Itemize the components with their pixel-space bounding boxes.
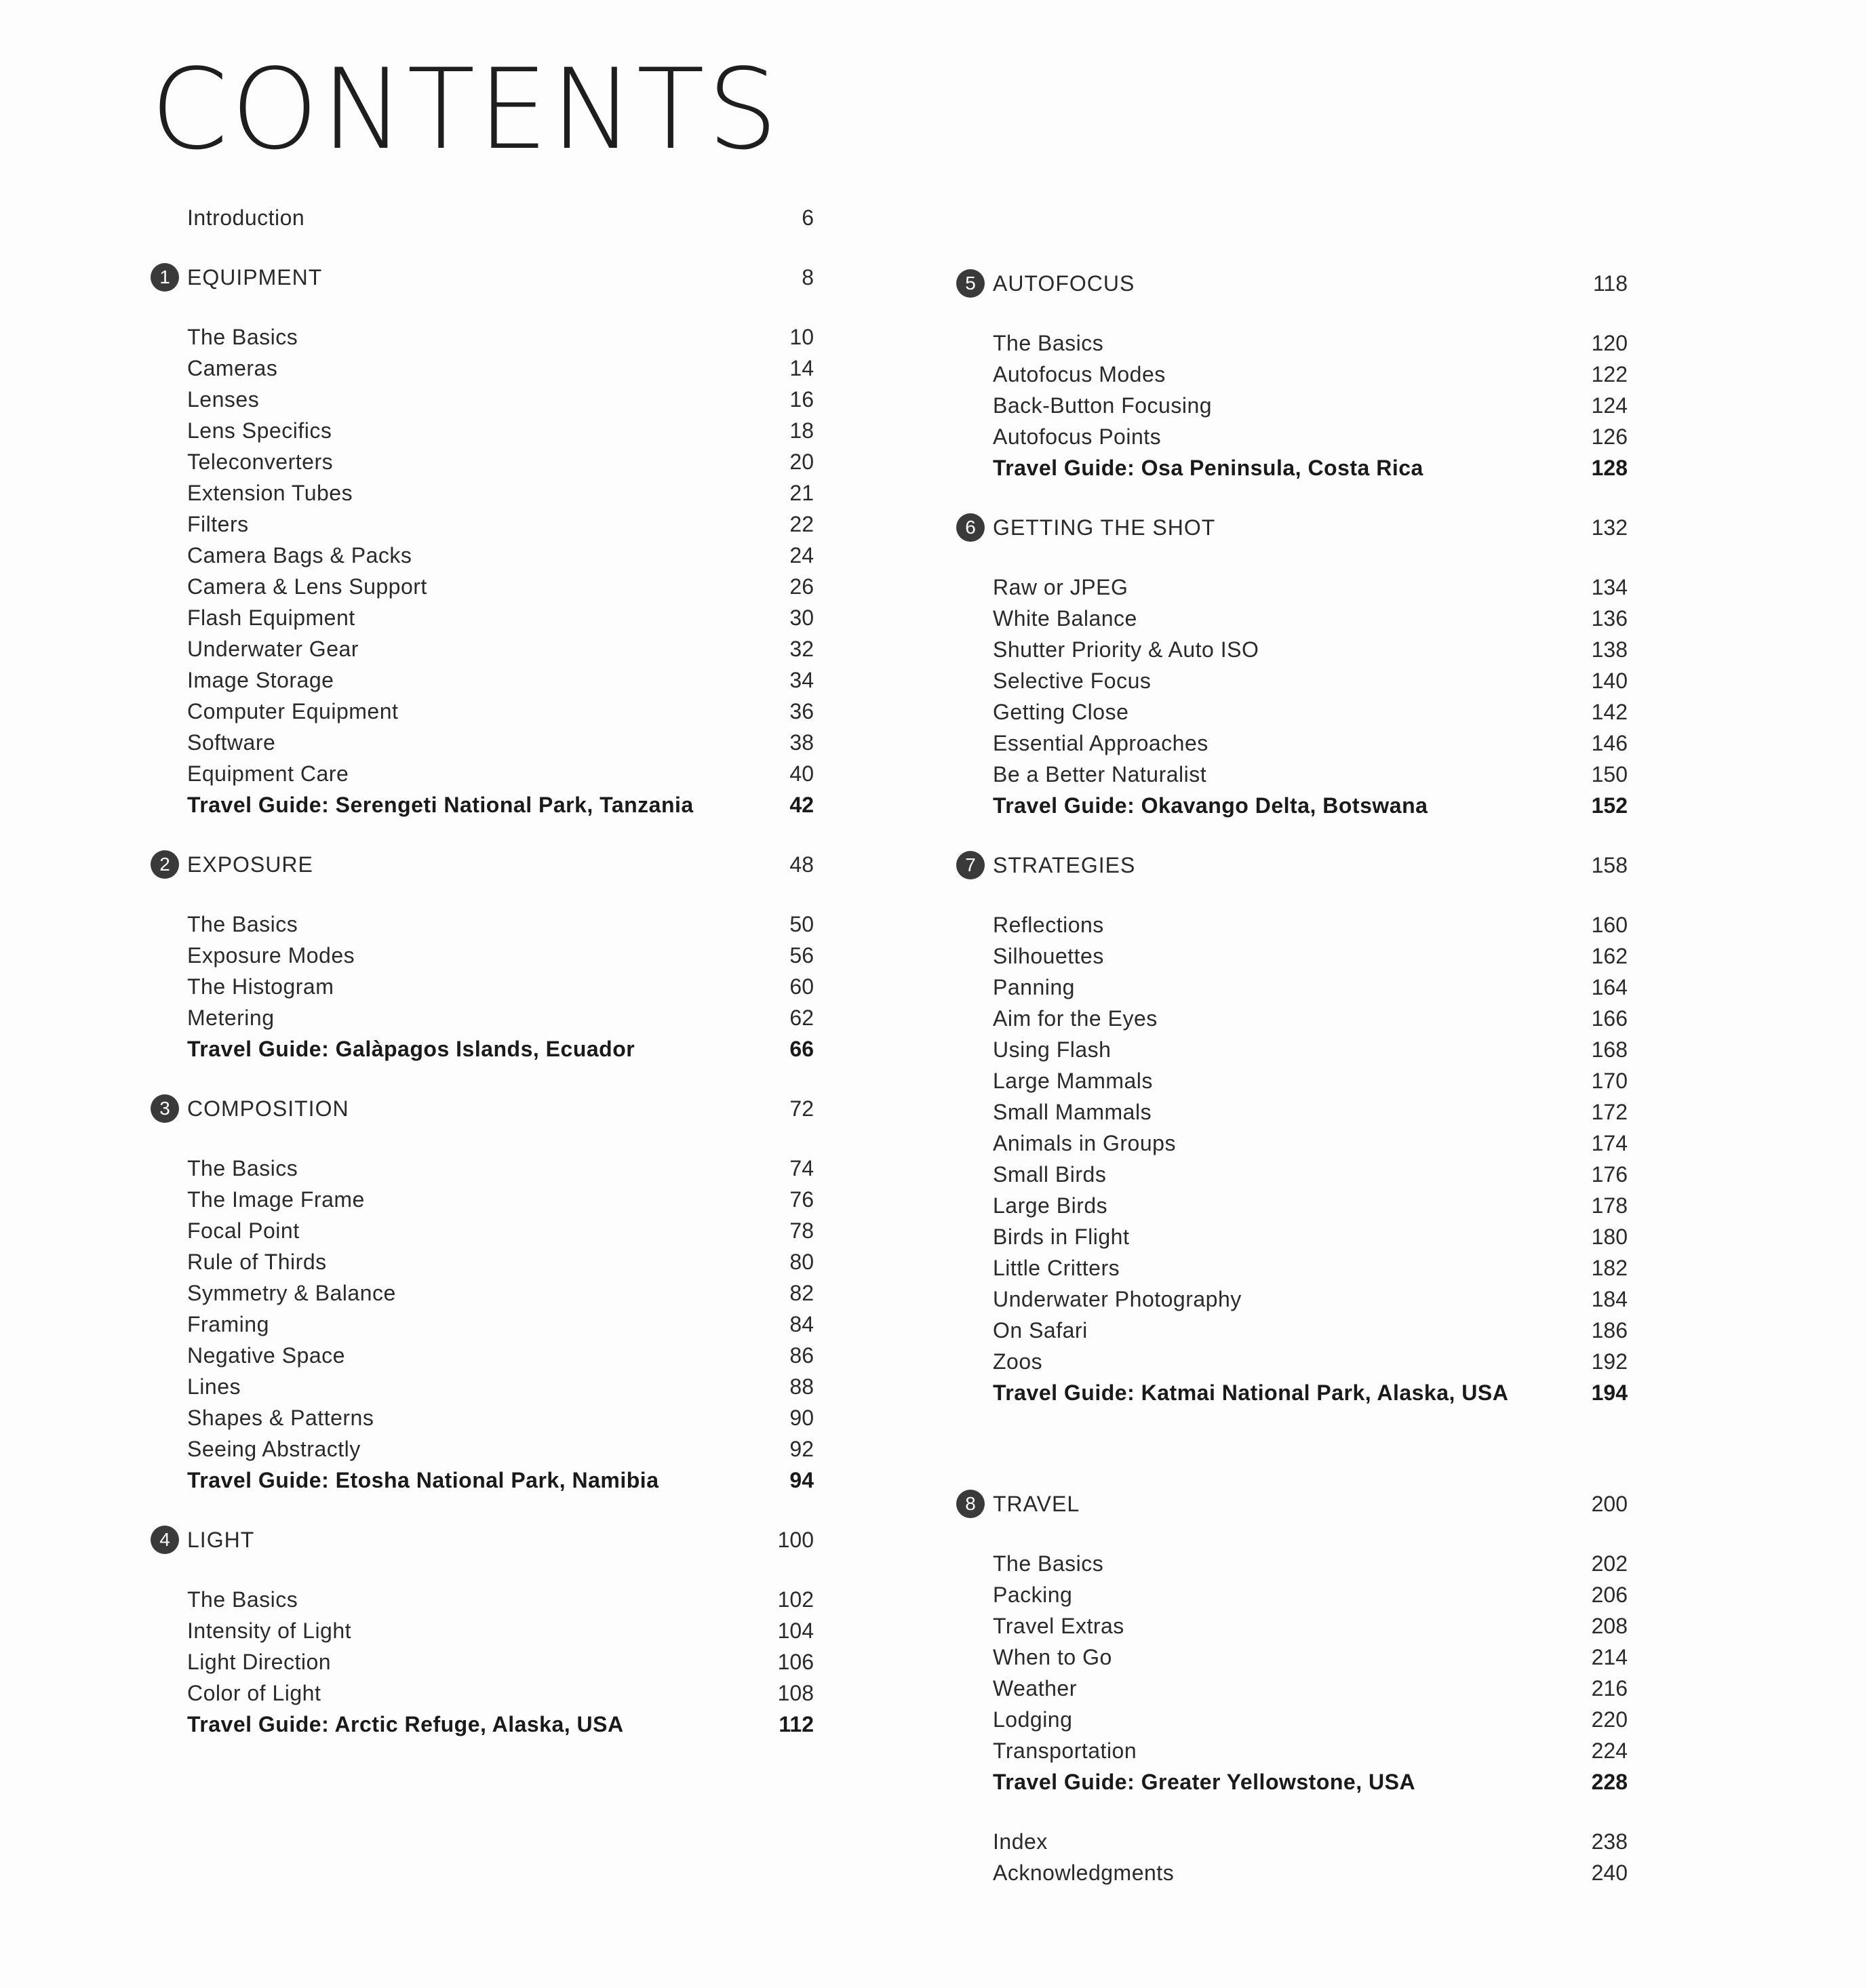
entry-title: Transportation — [993, 1738, 1137, 1763]
page-number: 18 — [789, 418, 814, 443]
entry-title: Aim for the Eyes — [993, 1006, 1158, 1031]
page-number: 74 — [789, 1156, 814, 1180]
entry-title: Travel Guide: Osa Peninsula, Costa Rica — [993, 456, 1423, 480]
page-number: 146 — [1591, 731, 1628, 755]
toc-entry — [144, 202, 814, 233]
toc-entry — [949, 1548, 1628, 1579]
entry-title: Underwater Gear — [187, 637, 359, 661]
chapter-title: GETTING THE SHOT — [993, 515, 1216, 540]
entry-title: Essential Approaches — [993, 731, 1208, 755]
toc-entry — [949, 603, 1628, 634]
entry-title: Filters — [187, 512, 249, 536]
toc-entry — [144, 1584, 814, 1615]
entry-title: Travel Extras — [993, 1614, 1124, 1638]
toc-entry — [144, 758, 814, 789]
page-number: 168 — [1591, 1037, 1628, 1062]
entry-title: Introduction — [187, 205, 305, 230]
toc-entry — [144, 1402, 814, 1433]
page-number: 72 — [789, 1096, 814, 1121]
page-number: 76 — [789, 1187, 814, 1212]
entry-title: Acknowledgments — [993, 1861, 1175, 1885]
toc-entry — [949, 1159, 1628, 1190]
entry-title: The Basics — [187, 1587, 298, 1612]
page-number: 214 — [1591, 1645, 1628, 1669]
entry-title: Lodging — [993, 1707, 1073, 1732]
page-number: 164 — [1591, 975, 1628, 999]
chapter-title: EQUIPMENT — [187, 265, 323, 290]
chapter-title: AUTOFOCUS — [993, 271, 1135, 296]
toc-entry — [144, 664, 814, 696]
entry-title: Travel Guide: Etosha National Park, Namibia — [187, 1468, 659, 1492]
page-number: 22 — [789, 512, 814, 536]
toc-entry — [949, 972, 1628, 1003]
entry-title: Intensity of Light — [187, 1618, 352, 1643]
page-number: 88 — [789, 1374, 814, 1399]
entry-title: Getting Close — [993, 700, 1129, 724]
page-number: 160 — [1591, 913, 1628, 937]
page-number: 208 — [1591, 1614, 1628, 1638]
entry-title: Animals in Groups — [993, 1131, 1176, 1155]
chapter-number-badge: 1 — [151, 263, 179, 292]
toc-entry — [144, 509, 814, 540]
chapter-title: EXPOSURE — [187, 852, 313, 877]
toc-entry — [144, 477, 814, 509]
toc-entry — [144, 384, 814, 415]
page-number: 224 — [1591, 1738, 1628, 1763]
toc-entry — [949, 1346, 1628, 1377]
entry-title: Color of Light — [187, 1681, 321, 1705]
chapter-title: STRATEGIES — [993, 853, 1136, 877]
entry-title: Using Flash — [993, 1037, 1112, 1062]
entry-title: Rule of Thirds — [187, 1250, 327, 1274]
page-number: 182 — [1591, 1256, 1628, 1280]
page-number: 138 — [1591, 637, 1628, 662]
page-number: 24 — [789, 543, 814, 568]
page-number: 178 — [1591, 1193, 1628, 1218]
toc-entry — [949, 359, 1628, 390]
toc-entry — [949, 1128, 1628, 1159]
page-number: 30 — [789, 605, 814, 630]
page-number: 202 — [1591, 1551, 1628, 1576]
page-number: 108 — [777, 1681, 814, 1705]
entry-title: Extension Tubes — [187, 481, 353, 505]
entry-title: Image Storage — [187, 668, 334, 692]
entry-title: Shapes & Patterns — [187, 1406, 374, 1430]
entry-title: Raw or JPEG — [993, 575, 1128, 599]
toc-entry — [144, 1184, 814, 1215]
toc-left-column — [144, 202, 814, 1768]
chapter-heading — [949, 1488, 1628, 1519]
toc-entry — [144, 1433, 814, 1465]
chapter-heading — [949, 850, 1628, 881]
entry-title: On Safari — [993, 1318, 1088, 1343]
page-number: 200 — [1591, 1492, 1628, 1516]
page-number: 124 — [1591, 393, 1628, 418]
entry-title: Large Birds — [993, 1193, 1108, 1218]
entry-title: Small Birds — [993, 1162, 1107, 1187]
toc-entry — [144, 940, 814, 971]
page-number: 186 — [1591, 1318, 1628, 1343]
toc-entry — [949, 1857, 1628, 1888]
page-number: 100 — [777, 1528, 814, 1552]
toc-entry — [949, 1221, 1628, 1252]
page-number: 184 — [1591, 1287, 1628, 1311]
entry-title: Weather — [993, 1676, 1077, 1701]
page-number: 136 — [1591, 606, 1628, 631]
entry-title: Seeing Abstractly — [187, 1437, 361, 1461]
toc-entry — [949, 1642, 1628, 1673]
page-number: 66 — [789, 1037, 814, 1061]
page-number: 132 — [1591, 515, 1628, 540]
toc-entry — [144, 789, 814, 820]
toc-entry — [949, 1704, 1628, 1735]
entry-title: Exposure Modes — [187, 943, 355, 968]
toc-entry — [949, 1096, 1628, 1128]
entry-title: The Basics — [993, 331, 1104, 355]
toc-entry — [144, 602, 814, 633]
page-number: 238 — [1591, 1829, 1628, 1854]
toc-entry — [949, 696, 1628, 728]
toc-entry — [144, 353, 814, 384]
page-number: 16 — [789, 387, 814, 412]
page-number: 174 — [1591, 1131, 1628, 1155]
page-number: 104 — [777, 1618, 814, 1643]
page-number: 80 — [789, 1250, 814, 1274]
page-number: 84 — [789, 1312, 814, 1336]
page-number: 60 — [789, 974, 814, 999]
page-number: 152 — [1591, 793, 1628, 818]
chapter-heading — [144, 262, 814, 293]
entry-title: Travel Guide: Galàpagos Islands, Ecuador — [187, 1037, 635, 1061]
entry-title: Travel Guide: Katmai National Park, Alaska, USA — [993, 1380, 1509, 1405]
page-number: 126 — [1591, 424, 1628, 449]
page-number: 220 — [1591, 1707, 1628, 1732]
entry-title: Camera & Lens Support — [187, 574, 427, 599]
toc-entry — [949, 1284, 1628, 1315]
toc-entry — [949, 940, 1628, 972]
toc-entry — [144, 415, 814, 446]
entry-title: The Basics — [187, 1156, 298, 1180]
entry-title: Index — [993, 1829, 1048, 1854]
page-number: 106 — [777, 1650, 814, 1674]
toc-entry — [949, 665, 1628, 696]
chapter-heading — [144, 849, 814, 880]
page-number: 128 — [1591, 456, 1628, 480]
page-number: 176 — [1591, 1162, 1628, 1187]
toc-entry — [144, 633, 814, 664]
page-number: 8 — [802, 265, 814, 290]
toc-entry — [144, 1309, 814, 1340]
entry-title: The Basics — [993, 1551, 1104, 1576]
toc-entry — [949, 572, 1628, 603]
entry-title: Small Mammals — [993, 1100, 1152, 1124]
toc-entry — [949, 327, 1628, 359]
toc-entry — [949, 1579, 1628, 1610]
toc-entry — [144, 1002, 814, 1033]
page-number: 102 — [777, 1587, 814, 1612]
toc-entry — [144, 1615, 814, 1646]
entry-title: Camera Bags & Packs — [187, 543, 412, 568]
page-number: 170 — [1591, 1069, 1628, 1093]
entry-title: Teleconverters — [187, 450, 334, 474]
page-number: 21 — [789, 481, 814, 505]
chapter-number-badge: 6 — [956, 513, 985, 542]
entry-title: Little Critters — [993, 1256, 1120, 1280]
page-number: 32 — [789, 637, 814, 661]
page-number: 10 — [789, 325, 814, 349]
entry-title: Large Mammals — [993, 1069, 1153, 1093]
toc-entry — [144, 1246, 814, 1277]
entry-title: Equipment Care — [187, 761, 349, 786]
entry-title: Shutter Priority & Auto ISO — [993, 637, 1259, 662]
entry-title: Cameras — [187, 356, 278, 380]
toc-entry — [144, 1215, 814, 1246]
page-number: 90 — [789, 1406, 814, 1430]
page-number: 92 — [789, 1437, 814, 1461]
page-number: 142 — [1591, 700, 1628, 724]
page-number: 240 — [1591, 1861, 1628, 1885]
toc-entry — [144, 1277, 814, 1309]
page-number: 14 — [789, 356, 814, 380]
chapter-heading — [949, 512, 1628, 543]
toc-entry — [949, 1034, 1628, 1065]
page-number: 62 — [789, 1006, 814, 1030]
page-number: 26 — [789, 574, 814, 599]
entry-title: Symmetry & Balance — [187, 1281, 396, 1305]
entry-title: Travel Guide: Serengeti National Park, Tanzania — [187, 793, 694, 817]
page-number: 36 — [789, 699, 814, 723]
toc-entry — [949, 728, 1628, 759]
page-number: 50 — [789, 912, 814, 936]
toc-right-column — [949, 268, 1628, 1888]
toc-entry — [949, 1252, 1628, 1284]
chapter-title: TRAVEL — [993, 1492, 1080, 1516]
page-number: 192 — [1591, 1349, 1628, 1374]
chapter-number-badge: 8 — [956, 1490, 985, 1518]
entry-title: Reflections — [993, 913, 1104, 937]
entry-title: Lens Specifics — [187, 418, 332, 443]
entry-title: When to Go — [993, 1645, 1112, 1669]
entry-title: White Balance — [993, 606, 1137, 631]
entry-title: Light Direction — [187, 1650, 332, 1674]
page-number: 172 — [1591, 1100, 1628, 1124]
chapter-heading — [144, 1093, 814, 1124]
chapter-number-badge: 5 — [956, 269, 985, 298]
page-number: 82 — [789, 1281, 814, 1305]
page-number: 122 — [1591, 362, 1628, 386]
chapter-heading — [949, 268, 1628, 299]
page-number: 158 — [1591, 853, 1628, 877]
toc-entry — [949, 1826, 1628, 1857]
page-number: 94 — [789, 1468, 814, 1492]
toc-entry — [144, 696, 814, 727]
page-number: 134 — [1591, 575, 1628, 599]
toc-entry — [949, 421, 1628, 452]
entry-title: Lenses — [187, 387, 260, 412]
page-number: 118 — [1592, 271, 1628, 296]
entry-title: The Image Frame — [187, 1187, 365, 1212]
page-number: 20 — [789, 450, 814, 474]
toc-entry — [144, 571, 814, 602]
page-number: 48 — [789, 852, 814, 877]
page-number: 42 — [789, 793, 814, 817]
entry-title: Be a Better Naturalist — [993, 762, 1207, 787]
page-number: 180 — [1591, 1225, 1628, 1249]
entry-title: Flash Equipment — [187, 605, 355, 630]
toc-entry — [144, 727, 814, 758]
toc-entry — [144, 1371, 814, 1402]
page-number: 40 — [789, 761, 814, 786]
entry-title: Travel Guide: Arctic Refuge, Alaska, USA — [187, 1712, 624, 1736]
page-number: 228 — [1591, 1770, 1628, 1794]
chapter-title: LIGHT — [187, 1528, 255, 1552]
entry-title: Silhouettes — [993, 944, 1104, 968]
toc-entry — [949, 909, 1628, 940]
page-number: 86 — [789, 1343, 814, 1368]
toc-entry — [949, 634, 1628, 665]
page-number: 140 — [1591, 669, 1628, 693]
entry-title: Software — [187, 730, 276, 755]
toc-entry — [949, 390, 1628, 421]
entry-title: Negative Space — [187, 1343, 345, 1368]
chapter-heading — [144, 1524, 814, 1555]
chapter-number-badge: 3 — [151, 1094, 179, 1123]
toc-entry — [144, 971, 814, 1002]
page-number: 34 — [789, 668, 814, 692]
toc-entry — [144, 909, 814, 940]
toc-entry — [144, 1153, 814, 1184]
entry-title: Back-Button Focusing — [993, 393, 1213, 418]
chapter-number-badge: 2 — [151, 850, 179, 879]
page-number: 216 — [1591, 1676, 1628, 1701]
toc-entry — [949, 1377, 1628, 1408]
toc-entry — [144, 1646, 814, 1677]
chapter-title: COMPOSITION — [187, 1096, 349, 1121]
entry-title: Framing — [187, 1312, 269, 1336]
page-number: 120 — [1591, 331, 1628, 355]
toc-entry — [144, 1677, 814, 1709]
toc-entry — [144, 1340, 814, 1371]
page-number: 6 — [802, 205, 814, 230]
toc-entry — [949, 1735, 1628, 1766]
entry-title: Zoos — [993, 1349, 1043, 1374]
toc-entry — [144, 1033, 814, 1065]
toc-entry — [144, 540, 814, 571]
toc-entry — [949, 452, 1628, 483]
toc-entry — [949, 759, 1628, 790]
page-title: CONTENTS — [151, 45, 781, 174]
page-number: 166 — [1591, 1006, 1628, 1031]
chapter-number-badge: 4 — [151, 1526, 179, 1554]
toc-entry — [949, 1673, 1628, 1704]
page-number: 56 — [789, 943, 814, 968]
entry-title: Autofocus Modes — [993, 362, 1166, 386]
page-number: 206 — [1591, 1583, 1628, 1607]
toc-entry — [949, 790, 1628, 821]
entry-title: The Basics — [187, 325, 298, 349]
entry-title: Autofocus Points — [993, 424, 1162, 449]
page-number: 38 — [789, 730, 814, 755]
entry-title: The Histogram — [187, 974, 334, 999]
toc-entry — [144, 446, 814, 477]
page-number: 162 — [1591, 944, 1628, 968]
entry-title: The Basics — [187, 912, 298, 936]
entry-title: Computer Equipment — [187, 699, 399, 723]
page-number: 194 — [1591, 1380, 1628, 1405]
entry-title: Focal Point — [187, 1218, 300, 1243]
entry-title: Travel Guide: Greater Yellowstone, USA — [993, 1770, 1416, 1794]
entry-title: Selective Focus — [993, 669, 1152, 693]
toc-entry — [949, 1315, 1628, 1346]
entry-title: Birds in Flight — [993, 1225, 1130, 1249]
page-number: 78 — [789, 1218, 814, 1243]
toc-entry — [949, 1003, 1628, 1034]
toc-entry — [949, 1065, 1628, 1096]
entry-title: Lines — [187, 1374, 241, 1399]
entry-title: Travel Guide: Okavango Delta, Botswana — [993, 793, 1428, 818]
toc-entry — [144, 1465, 814, 1496]
toc-entry — [949, 1610, 1628, 1642]
toc-entry — [144, 1709, 814, 1740]
toc-entry — [949, 1190, 1628, 1221]
toc-entry — [949, 1766, 1628, 1797]
entry-title: Packing — [993, 1583, 1073, 1607]
page-number: 150 — [1591, 762, 1628, 787]
toc-entry — [144, 321, 814, 353]
entry-title: Metering — [187, 1006, 275, 1030]
entry-title: Panning — [993, 975, 1075, 999]
chapter-number-badge: 7 — [956, 851, 985, 879]
entry-title: Underwater Photography — [993, 1287, 1242, 1311]
page-number: 112 — [779, 1712, 814, 1736]
